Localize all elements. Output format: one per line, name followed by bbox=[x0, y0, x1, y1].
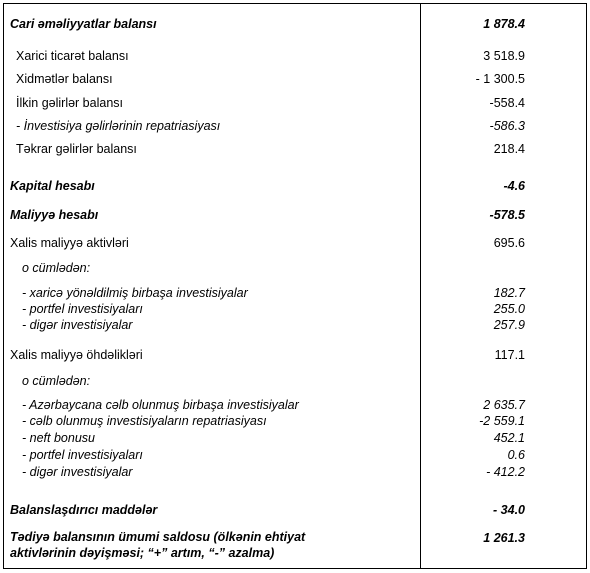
table-row bbox=[4, 177, 586, 195]
table-row bbox=[4, 15, 586, 33]
table-row bbox=[4, 412, 586, 430]
row-label: Təkrar gəlirlər balansı bbox=[16, 142, 137, 156]
table-row bbox=[4, 429, 586, 447]
row-value: 3 518.9 bbox=[483, 49, 525, 63]
row-label: - portfel investisiyaları bbox=[22, 448, 143, 462]
table-row bbox=[4, 316, 586, 334]
table-row bbox=[4, 372, 586, 390]
row-value: 255.0 bbox=[493, 302, 525, 316]
table-row bbox=[4, 70, 586, 88]
row-label: - neft bonusu bbox=[22, 431, 95, 445]
row-value: 1 878.4 bbox=[483, 17, 525, 31]
table-row bbox=[4, 117, 586, 135]
row-label: Maliyyə hesabı bbox=[10, 208, 99, 222]
row-value: -586.3 bbox=[489, 119, 525, 133]
row-label: - digər investisiyalar bbox=[22, 318, 133, 332]
row-label: - İnvestisiya gəlirlərinin repatriasiyası bbox=[16, 119, 221, 133]
row-label: Xidmətlər balansı bbox=[16, 72, 113, 86]
row-label: - digər investisiyalar bbox=[22, 465, 133, 479]
row-label: İlkin gəlirlər balansı bbox=[16, 96, 123, 110]
row-label: Xarici ticarət balansı bbox=[16, 49, 129, 63]
row-label: Cari əməliyyatlar balansı bbox=[10, 17, 157, 31]
row-label: - xaricə yönəldilmiş birbaşa investisiyalar bbox=[22, 286, 248, 300]
row-label: - Azərbaycana cəlb olunmuş birbaşa investisiyalar bbox=[22, 398, 299, 412]
row-value: 695.6 bbox=[493, 236, 525, 250]
table-row bbox=[4, 206, 586, 224]
row-value: 182.7 bbox=[493, 286, 525, 300]
table-row bbox=[4, 259, 586, 277]
balance-table bbox=[3, 3, 587, 569]
row-value: -578.5 bbox=[489, 208, 525, 222]
row-label: - portfel investisiyaları bbox=[22, 302, 143, 316]
row-value: 2 635.7 bbox=[483, 398, 525, 412]
row-label: Tədiyə balansının ümumi saldosu (ölkənin ehtiyat aktivlərinin dəyişməsi; “+” artım, “-” azalma) bbox=[10, 530, 306, 560]
row-value: 0.6 bbox=[507, 448, 525, 462]
row-label: Kapital hesabı bbox=[10, 179, 95, 193]
row-label: Xalis maliyyə aktivləri bbox=[10, 236, 129, 250]
table-row bbox=[4, 47, 586, 65]
table-row bbox=[4, 234, 586, 252]
table-row bbox=[4, 446, 586, 464]
row-value: -2 559.1 bbox=[479, 414, 525, 428]
row-value: 257.9 bbox=[493, 318, 525, 332]
row-value: 1 261.3 bbox=[483, 531, 525, 545]
table-row bbox=[4, 463, 586, 481]
table-row bbox=[4, 529, 586, 563]
row-label: Xalis maliyyə öhdəlikləri bbox=[10, 348, 143, 362]
row-value: - 412.2 bbox=[486, 465, 525, 479]
row-label: - cəlb olunmuş investisiyaların repatriasiyası bbox=[22, 414, 267, 428]
row-label: o cümlədən: bbox=[22, 261, 91, 275]
row-value: 452.1 bbox=[493, 431, 525, 445]
row-label: Balanslaşdırıcı maddələr bbox=[10, 503, 158, 517]
row-value: 218.4 bbox=[493, 142, 525, 156]
table-row bbox=[4, 94, 586, 112]
row-value: - 34.0 bbox=[493, 503, 525, 517]
row-value: -4.6 bbox=[503, 179, 525, 193]
row-value: -558.4 bbox=[489, 96, 525, 110]
table-row bbox=[4, 346, 586, 364]
row-value: - 1 300.5 bbox=[475, 72, 525, 86]
row-label: o cümlədən: bbox=[22, 374, 91, 388]
row-value: 117.1 bbox=[494, 348, 525, 362]
table-row bbox=[4, 501, 586, 519]
table-row bbox=[4, 140, 586, 158]
